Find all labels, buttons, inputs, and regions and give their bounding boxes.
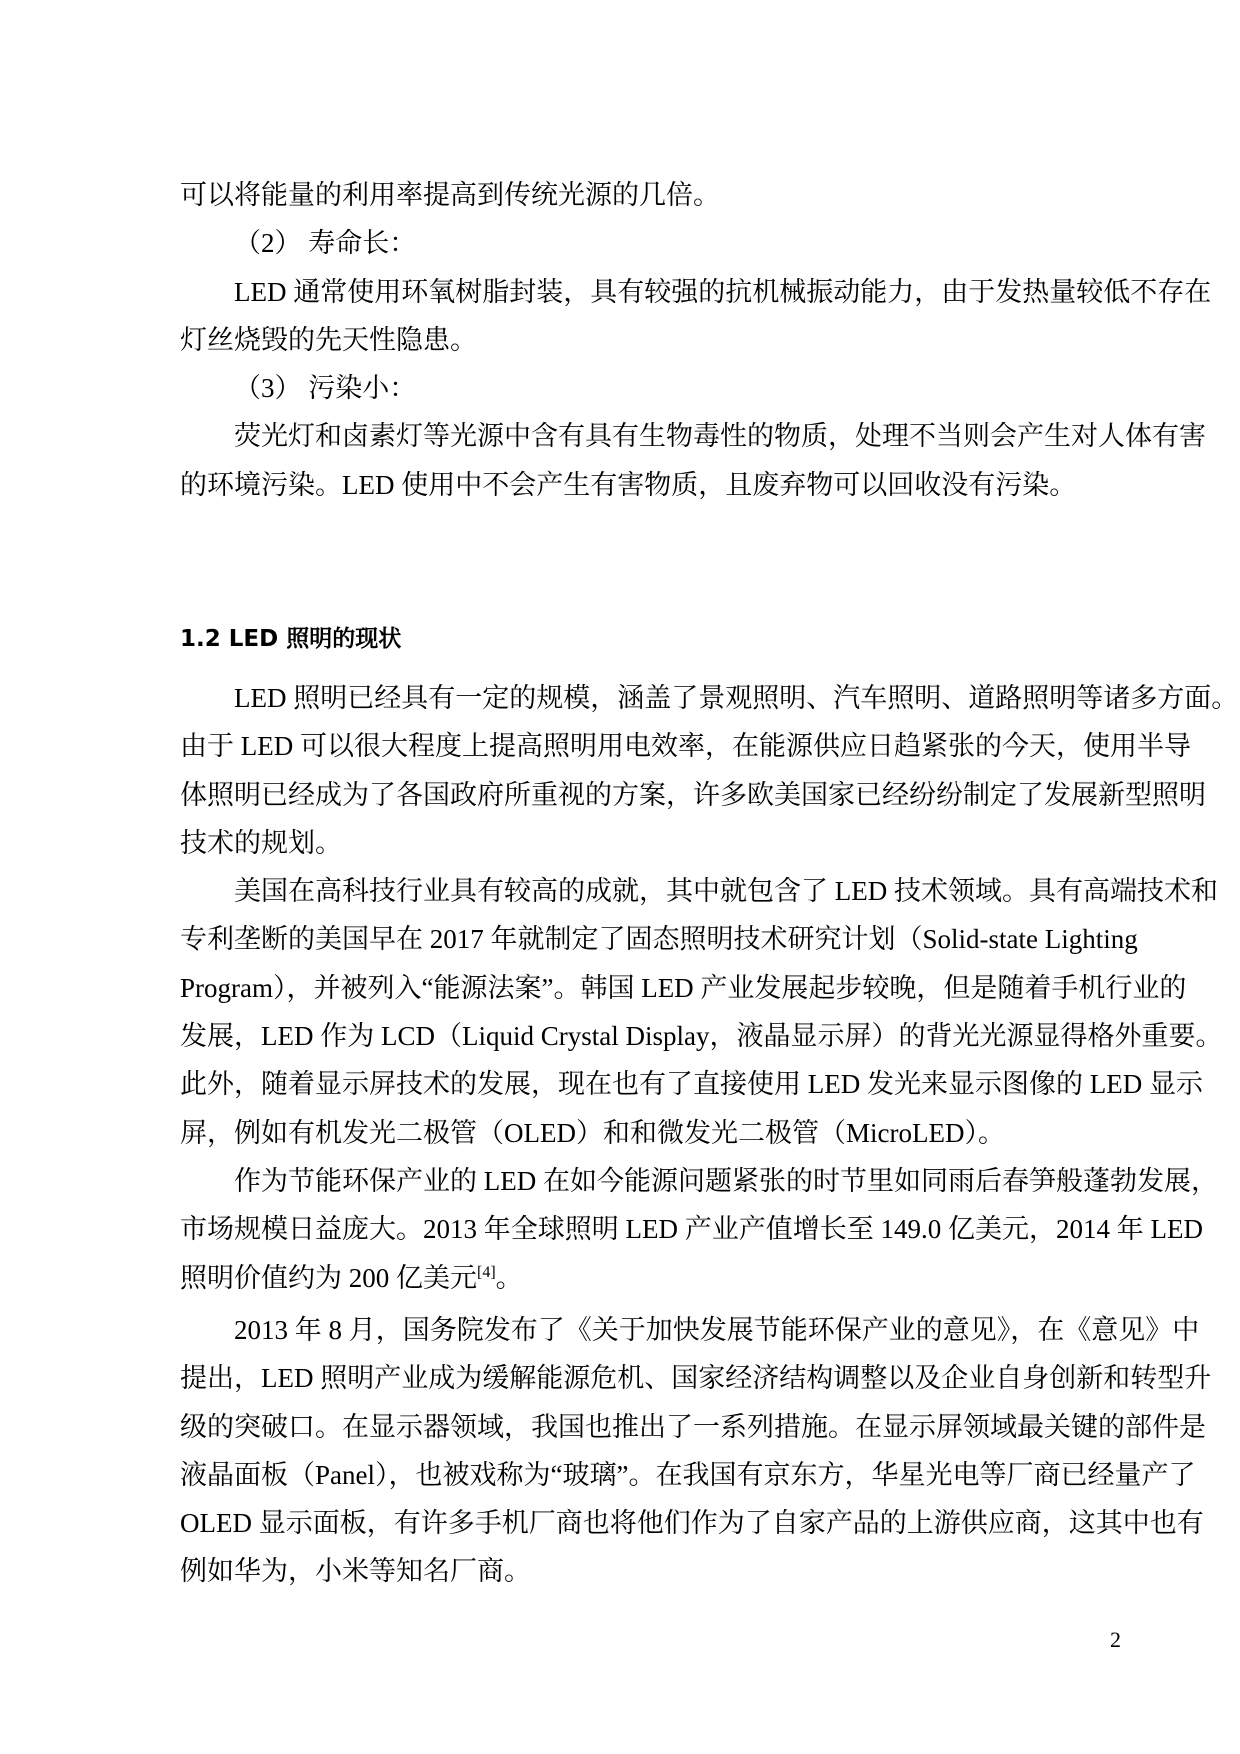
- paragraph-line: 例如华为，小米等知名厂商。: [180, 1556, 531, 1587]
- paragraph-text: 。: [495, 1262, 523, 1293]
- paragraph-line: OLED 显示面板，有许多手机厂商也将他们作为了自家产品的上游供应商，这其中也有: [180, 1508, 1204, 1539]
- section-1-1-continuation: [180, 171, 1212, 509]
- list-item-long-life: （2） 寿命长：: [234, 228, 417, 259]
- paragraph-line: 灯丝烧毁的先天性隐患。: [180, 324, 477, 355]
- list-item-low-pollution: （3） 污染小：: [234, 373, 417, 404]
- paragraph-line: 可以将能量的利用率提高到传统光源的几倍。: [180, 180, 720, 210]
- paragraph-line: 发展，LED 作为 LCD（Liquid Crystal Display，液晶显示屏）的背光光源显得格外重要。: [180, 1021, 1223, 1052]
- paragraph-line: 的环境污染。LED 使用中不会产生有害物质，且废弃物可以回收没有污染。: [180, 469, 1077, 500]
- section-1-2-body-continued: [180, 1306, 1212, 1596]
- paragraph-line: 2013 年 8 月，国务院发布了《关于加快发展节能环保产业的意见》，在《意见》中: [234, 1315, 1200, 1345]
- paragraph-line: 专利垄断的美国早在 2017 年就制定了固态照明技术研究计划（Solid-state Lighting: [180, 924, 1138, 955]
- page-number: 2: [1110, 1627, 1121, 1652]
- section-heading: 1.2 LED 照明的现状: [180, 626, 402, 652]
- paragraph-line: 屏，例如有机发光二极管（OLED）和和微发光二极管（MicroLED）。: [180, 1117, 1005, 1148]
- paragraph-line: LED 照明已经具有一定的规模，涵盖了景观照明、汽车照明、道路照明等诸多方面。: [234, 683, 1239, 713]
- paragraph-line: 级的突破口。在显示器领域，我国也推出了一系列措施。在显示屏领域最关键的部件是: [180, 1411, 1206, 1442]
- paragraph-line: 液晶面板（Panel），也被戏称为“玻璃”。在我国有京东方，华星光电等厂商已经量产了: [180, 1459, 1196, 1490]
- paragraph-line: 美国在高科技行业具有较高的成就，其中就包含了 LED 技术领域。具有高端技术和: [234, 876, 1218, 907]
- paragraph-line: Program），并被列入“能源法案”。韩国 LED 产业发展起步较晚，但是随着手机行业的: [180, 972, 1187, 1003]
- paragraph-line: 作为节能环保产业的 LED 在如今能源问题紧张的时节里如同雨后春笋般蓬勃发展，: [234, 1165, 1218, 1196]
- paragraph-text: 照明价值约为 200 亿美元: [180, 1262, 477, 1293]
- paragraph-line: 提出，LED 照明产业成为缓解能源危机、国家经济结构调整以及企业自身创新和转型升: [180, 1363, 1212, 1394]
- citation-reference[interactable]: [4]: [477, 1263, 496, 1281]
- paragraph-line: 由于 LED 可以很大程度上提高照明用电效率，在能源供应日趋紧张的今天，使用半导: [180, 731, 1191, 762]
- paragraph-line: 体照明已经成为了各国政府所重视的方案，许多欧美国家已经纷纷制定了发展新型照明: [180, 779, 1206, 810]
- paragraph-line: LED 通常使用环氧树脂封装，具有较强的抗机械振动能力，由于发热量较低不存在: [234, 276, 1212, 307]
- paragraph-line: 荧光灯和卤素灯等光源中含有具有生物毒性的物质，处理不当则会产生对人体有害: [234, 421, 1206, 452]
- paragraph-line: 技术的规划。: [180, 827, 342, 858]
- paragraph-line: [180, 1254, 1118, 1302]
- paragraph-line: 此外，随着显示屏技术的发展，现在也有了直接使用 LED 发光来显示图像的 LED 显示: [180, 1069, 1203, 1100]
- paragraph-line: 市场规模日益庞大。2013 年全球照明 LED 产业产值增长至 149.0 亿美元，2014 年 LED: [180, 1214, 1203, 1245]
- section-1-2-body: [180, 674, 1239, 1302]
